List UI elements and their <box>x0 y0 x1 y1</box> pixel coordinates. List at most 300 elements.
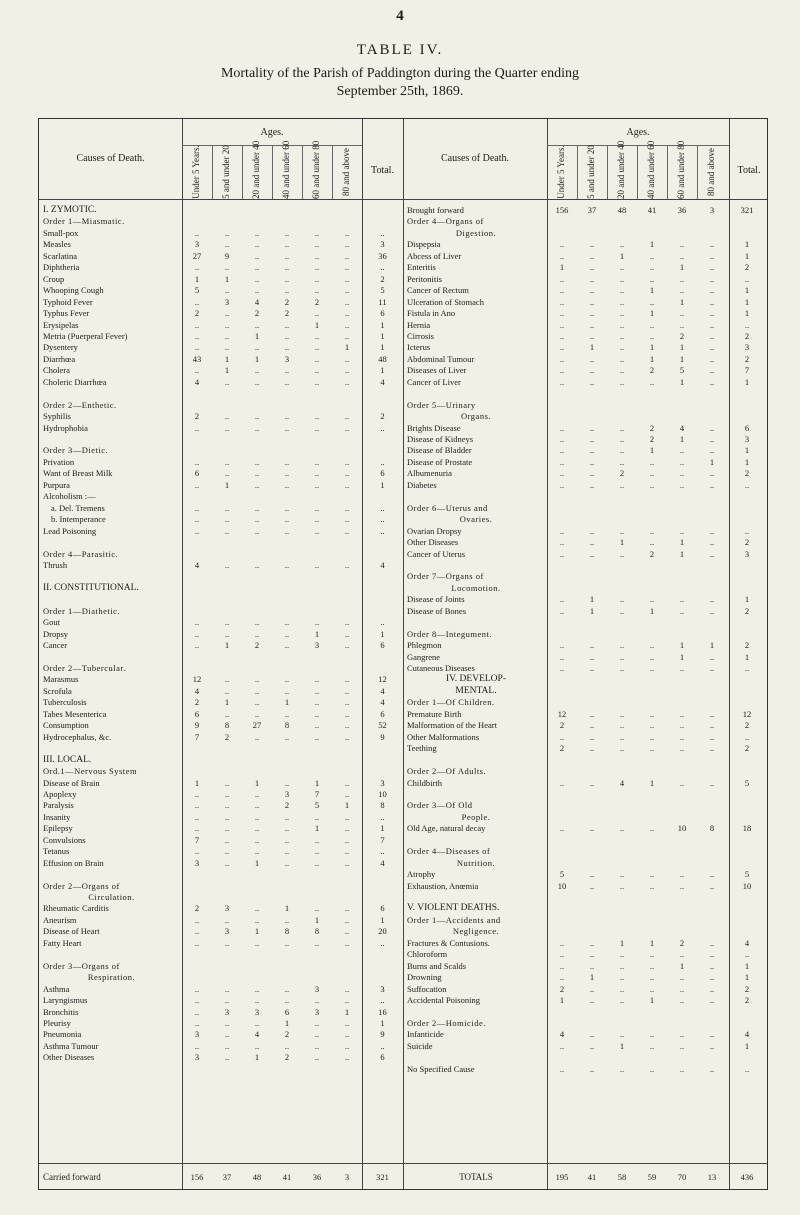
left-age-header-3: 40 and under 60 <box>281 140 291 199</box>
right-age-cell: .. <box>559 1063 565 1074</box>
left-cause-label: Erysipelas <box>43 319 79 330</box>
right-age-cell: .. <box>559 605 565 616</box>
left-age-cell: .. <box>344 628 350 639</box>
right-age-cell: .. <box>589 1063 595 1074</box>
left-age-cell: .. <box>314 731 320 742</box>
right-table-row <box>403 1029 769 1039</box>
right-cause-label: Order 1—Accidents and <box>407 914 501 925</box>
right-age-cell: .. <box>649 663 655 673</box>
right-total-cell: 4 <box>744 937 750 948</box>
right-age-cell: .. <box>559 640 565 651</box>
right-total-cell: 2 <box>744 262 750 273</box>
right-age-cell: 41 <box>647 205 657 215</box>
left-table-row <box>39 755 403 765</box>
left-age-cell: 1 <box>224 365 230 376</box>
right-cause-label: Disease of Prostate <box>407 456 473 467</box>
left-age-cell: .. <box>224 1052 230 1063</box>
left-footer-cell: 156 <box>190 1172 204 1182</box>
left-age-cell: .. <box>224 777 230 788</box>
left-age-cell: .. <box>314 308 320 319</box>
left-table-row <box>39 400 403 410</box>
left-total-cell: 6 <box>380 468 385 479</box>
left-age-cell: .. <box>194 983 200 994</box>
left-age-cell: .. <box>314 617 320 628</box>
left-cause-label: Lead Poisoning <box>43 525 97 536</box>
left-age-cell: 3 <box>194 239 200 250</box>
left-age-cell: 1 <box>254 857 260 868</box>
left-age-cell: .. <box>194 995 200 1006</box>
left-cause-label: Order 2—Enthetic. <box>43 399 117 410</box>
right-age-cell: .. <box>649 983 655 994</box>
right-age-cell: .. <box>649 720 655 731</box>
left-age-cell: 1 <box>314 823 320 834</box>
right-age-cell: .. <box>589 720 595 731</box>
right-age-cell: .. <box>649 250 655 261</box>
left-cause-label: Choleric Diarrhœa <box>43 376 107 387</box>
right-age-cell: .. <box>559 330 565 341</box>
left-age-cell: .. <box>344 514 350 525</box>
left-age-cell: .. <box>224 514 230 525</box>
left-table-row <box>39 594 403 604</box>
page-number: 4 <box>396 8 404 24</box>
left-age-cell: .. <box>224 285 230 296</box>
left-cause-label: Diphtheria <box>43 262 80 273</box>
left-age-cell: 3 <box>314 1006 320 1017</box>
right-cause-label: Cancer of Rectum <box>407 285 469 296</box>
left-age-cell: 2 <box>284 1029 290 1040</box>
right-table-row <box>403 514 769 524</box>
left-total-cell: 6 <box>380 1052 385 1063</box>
left-age-cell: .. <box>314 937 320 948</box>
left-table-row <box>39 995 403 1005</box>
left-total-cell: 4 <box>380 857 385 868</box>
left-total-cell: 9 <box>380 731 385 742</box>
left-age-cell: .. <box>254 708 260 719</box>
right-age-cell: .. <box>709 422 715 433</box>
left-age-cell: .. <box>284 365 290 376</box>
left-age-cell: .. <box>344 937 350 948</box>
left-age-cell: 1 <box>344 800 350 811</box>
left-age-cell: .. <box>254 937 260 948</box>
right-footer-label: TOTALS <box>459 1172 493 1182</box>
right-age-cell: .. <box>559 777 565 788</box>
right-total-cell: 1 <box>744 250 750 261</box>
left-age-cell: .. <box>194 628 200 639</box>
left-age-cell: 2 <box>314 296 320 307</box>
right-age-cell: .. <box>679 239 685 250</box>
left-age-cell: .. <box>344 308 350 319</box>
left-cause-label: Gout <box>43 617 60 628</box>
left-cause-label: Insanity <box>43 811 71 822</box>
right-age-cell: .. <box>589 949 595 960</box>
right-age-cell: .. <box>709 731 715 742</box>
left-table-row <box>39 766 403 776</box>
left-footer-cell: 48 <box>252 1172 262 1182</box>
right-age-cell: 1 <box>619 250 625 261</box>
right-age-cell: 1 <box>679 651 685 662</box>
right-age-cell: .. <box>679 1040 685 1051</box>
left-age-cell: .. <box>194 788 200 799</box>
right-age-cell: 1 <box>649 605 655 616</box>
right-cause-label: Order 4—Diseases of <box>407 846 491 857</box>
left-cause-label: Rheumatic Carditis <box>43 903 109 914</box>
right-total-cell: 1 <box>744 445 750 456</box>
right-cause-label: Order 7—Organs of <box>407 571 484 582</box>
left-age-cell: .. <box>314 685 320 696</box>
right-cause-label: Suffocation <box>407 983 447 994</box>
left-total-cell: 3 <box>380 983 385 994</box>
right-table-row <box>403 365 769 375</box>
left-age-cell: 1 <box>314 319 320 330</box>
right-age-cell: 2 <box>619 468 625 479</box>
left-table-row <box>39 320 403 330</box>
right-total-cell: .. <box>744 731 750 742</box>
right-footer-row <box>403 1172 769 1182</box>
left-cause-label: Measles <box>43 239 71 250</box>
right-age-cell: .. <box>619 1063 625 1074</box>
left-cause-label: Marasmus <box>43 674 79 685</box>
left-cause-label: Croup <box>43 273 65 284</box>
left-age-cell: 27 <box>192 250 202 261</box>
right-total-cell: .. <box>744 319 750 330</box>
left-table-row <box>39 285 403 295</box>
left-total-cell: 16 <box>378 1006 387 1017</box>
right-age-cell: .. <box>649 376 655 387</box>
left-age-cell: .. <box>194 1006 200 1017</box>
right-cause-label: Brought forward <box>407 205 464 215</box>
right-table-row <box>403 800 769 810</box>
right-table-row <box>403 205 769 215</box>
right-cause-label: Chloroform <box>407 949 448 960</box>
left-age-cell: 2 <box>254 640 260 651</box>
left-age-cell: .. <box>224 502 230 513</box>
left-cause-label: Scarlatina <box>43 250 77 261</box>
right-age-cell: .. <box>559 434 565 444</box>
left-age-cell: .. <box>254 628 260 639</box>
left-total-cell: .. <box>380 262 385 273</box>
left-age-cell: .. <box>254 811 260 822</box>
right-age-cell: .. <box>679 869 685 880</box>
right-cause-label: Other Diseases <box>407 537 459 548</box>
right-age-cell: .. <box>619 1029 625 1040</box>
left-cause-label: a. Del. Tremens <box>51 502 105 513</box>
left-table-row <box>39 583 403 593</box>
right-table-row <box>403 732 769 742</box>
left-cause-label: Thrush <box>43 559 68 570</box>
right-age-cell: .. <box>649 296 655 307</box>
left-age-cell: 1 <box>254 1052 260 1063</box>
left-age-cell: .. <box>224 330 230 341</box>
left-age-cell: 3 <box>314 640 320 651</box>
right-age-cell: .. <box>709 376 715 387</box>
causes-header-right: Causes of Death. <box>440 153 510 164</box>
right-table-row <box>403 984 769 994</box>
right-table-row <box>403 583 769 593</box>
right-age-cell: .. <box>589 353 595 364</box>
right-age-cell: .. <box>709 663 715 673</box>
left-total-cell: 1 <box>380 914 385 925</box>
left-age-cell: 4 <box>254 1029 260 1040</box>
left-age-cell: 1 <box>344 342 350 353</box>
right-age-cell: .. <box>649 1063 655 1074</box>
left-age-cell: .. <box>194 800 200 811</box>
left-age-cell: .. <box>344 834 350 845</box>
left-total-cell: .. <box>380 422 385 433</box>
right-table-row <box>403 961 769 971</box>
left-cause-label: Dysentery <box>43 342 78 353</box>
right-cause-label: Childbirth <box>407 777 442 788</box>
right-total-cell: 3 <box>744 342 750 353</box>
left-total-cell: 1 <box>380 319 385 330</box>
left-age-cell: .. <box>344 319 350 330</box>
right-table-row <box>403 411 769 421</box>
left-age-cell: .. <box>224 788 230 799</box>
left-age-cell: .. <box>224 319 230 330</box>
left-table-row <box>39 1052 403 1062</box>
left-age-cell: .. <box>344 285 350 296</box>
right-age-cell: .. <box>649 479 655 490</box>
left-cause-label: Diarrhœa <box>43 353 76 364</box>
left-age-cell: 2 <box>194 903 200 914</box>
right-age-cell: .. <box>649 651 655 662</box>
left-table-row <box>39 640 403 650</box>
left-age-cell: .. <box>194 479 200 490</box>
right-age-cell: .. <box>649 823 655 834</box>
right-age-cell: .. <box>679 273 685 284</box>
left-total-cell: 1 <box>380 823 385 834</box>
right-age-cell: .. <box>649 456 655 467</box>
left-age-cell: .. <box>344 365 350 376</box>
left-age-cell: 3 <box>224 903 230 914</box>
left-age-cell: .. <box>254 685 260 696</box>
left-cause-label: Whooping Cough <box>43 285 104 296</box>
footer-rule <box>39 1163 767 1164</box>
right-age-cell: .. <box>709 1029 715 1040</box>
right-age-cell: .. <box>619 663 625 673</box>
left-table-row <box>39 514 403 524</box>
left-age-cell: .. <box>254 250 260 261</box>
right-table-row <box>403 434 769 444</box>
left-cause-label: Cancer <box>43 640 68 651</box>
right-age-cell: 1 <box>619 537 625 548</box>
total-header-right: Total. <box>737 165 761 176</box>
ages-header-left: Ages. <box>260 127 284 138</box>
right-cause-label: Suicide <box>407 1040 433 1051</box>
left-age-cell: 5 <box>194 285 200 296</box>
left-cause-label: Alcoholism :— <box>43 491 96 502</box>
left-total-cell: .. <box>380 514 385 525</box>
left-table-row <box>39 606 403 616</box>
right-age-header-5: 80 and above <box>706 148 716 196</box>
right-table-row <box>403 526 769 536</box>
left-table-row <box>39 778 403 788</box>
right-age-cell: .. <box>619 479 625 490</box>
left-table-row <box>39 938 403 948</box>
right-table-row <box>403 1018 769 1028</box>
left-age-cell: 1 <box>314 628 320 639</box>
left-age-cell: .. <box>224 1040 230 1051</box>
left-footer-cell: 41 <box>282 1172 292 1182</box>
right-age-cell: 1 <box>679 640 685 651</box>
right-age-cell: .. <box>619 651 625 662</box>
left-age-cell: .. <box>224 628 230 639</box>
right-age-cell: .. <box>649 468 655 479</box>
right-cause-label: Disease of Bones <box>407 605 467 616</box>
right-age-cell: .. <box>679 777 685 788</box>
left-table-row <box>39 365 403 375</box>
left-cause-label: Order 3—Dietic. <box>43 445 109 456</box>
left-table-row <box>39 915 403 925</box>
left-table-row <box>39 892 403 902</box>
left-age-cell: .. <box>224 857 230 868</box>
left-age-cell: .. <box>314 903 320 914</box>
right-total-cell: 1 <box>744 239 750 250</box>
right-age-cell: 1 <box>649 937 655 948</box>
right-total-cell: 1 <box>744 1040 750 1051</box>
right-table-row <box>403 560 769 570</box>
left-age-cell: .. <box>344 422 350 433</box>
right-cause-label: Phlegmon <box>407 640 442 651</box>
left-total-cell: 52 <box>378 720 387 731</box>
right-table-row <box>403 720 769 730</box>
left-age-cell: .. <box>284 617 290 628</box>
left-total-cell: 6 <box>380 640 385 651</box>
right-cause-label: Exhaustion, Anœmia <box>407 880 479 891</box>
right-age-cell: .. <box>589 663 595 673</box>
right-table-row <box>403 812 769 822</box>
left-age-cell: .. <box>224 685 230 696</box>
right-age-cell: .. <box>679 445 685 456</box>
right-total-cell: 1 <box>744 972 750 983</box>
right-age-cell: .. <box>559 972 565 983</box>
right-age-cell: 12 <box>557 708 567 719</box>
right-footer-cell: 59 <box>647 1172 657 1182</box>
right-table-row <box>403 697 769 707</box>
right-table-row <box>403 594 769 604</box>
left-table-row <box>39 663 403 673</box>
right-age-cell: .. <box>679 983 685 994</box>
left-age-cell: .. <box>284 330 290 341</box>
right-cause-label: Disease of Kidneys <box>407 434 474 444</box>
left-age-cell: .. <box>344 262 350 273</box>
left-age-cell: .. <box>284 376 290 387</box>
right-table-row <box>403 617 769 627</box>
left-cause-label: Metria (Puerperal Fever) <box>43 330 128 341</box>
right-age-cell: 1 <box>589 342 595 353</box>
left-cause-label: Circulation. <box>88 892 135 902</box>
left-age-cell: .. <box>314 674 320 685</box>
left-age-cell: .. <box>314 239 320 250</box>
left-cause-label: III. LOCAL. <box>43 754 92 765</box>
right-age-cell: .. <box>559 308 565 319</box>
right-table-row <box>403 274 769 284</box>
left-table-row <box>39 835 403 845</box>
right-age-cell: 2 <box>679 330 685 341</box>
right-cause-label: Disease of Bladder <box>407 445 472 456</box>
right-cause-label: Order 3—Of Old <box>407 800 473 811</box>
right-cause-label: Icterus <box>407 342 431 353</box>
right-age-cell: .. <box>709 239 715 250</box>
left-age-cell: .. <box>224 708 230 719</box>
right-age-cell: .. <box>619 376 625 387</box>
left-age-cell: .. <box>344 1029 350 1040</box>
left-age-cell: .. <box>344 1052 350 1063</box>
left-age-cell: .. <box>254 456 260 467</box>
right-age-cell: .. <box>679 720 685 731</box>
right-cause-label: MENTAL. <box>455 685 497 696</box>
right-age-cell: .. <box>559 663 565 673</box>
right-table-row <box>403 1041 769 1051</box>
right-age-cell: .. <box>559 731 565 742</box>
left-age-cell: .. <box>254 800 260 811</box>
left-age-cell: .. <box>344 468 350 479</box>
left-cause-label: Epilepsy <box>43 823 73 834</box>
right-age-cell: .. <box>559 239 565 250</box>
left-age-cell: .. <box>194 914 200 925</box>
right-age-header-0: Under 5 Years. <box>556 145 566 199</box>
right-age-cell: 1 <box>679 960 685 971</box>
right-total-cell: 5 <box>744 777 750 788</box>
left-age-cell: 3 <box>254 1006 260 1017</box>
right-age-cell: 1 <box>589 972 595 983</box>
left-age-cell: .. <box>284 479 290 490</box>
left-age-cell: .. <box>344 914 350 925</box>
right-table-row <box>403 743 769 753</box>
left-age-cell: .. <box>314 995 320 1006</box>
left-age-cell: .. <box>314 1040 320 1051</box>
left-age-cell: .. <box>254 227 260 238</box>
left-age-cell: 7 <box>314 788 320 799</box>
left-age-cell: .. <box>314 227 320 238</box>
right-age-cell: .. <box>559 365 565 376</box>
right-age-cell: 4 <box>559 1029 565 1040</box>
left-age-cell: 43 <box>192 353 202 364</box>
left-table-row <box>39 1018 403 1028</box>
right-age-header-4: 60 and under 80 <box>676 140 686 199</box>
right-age-cell: .. <box>589 365 595 376</box>
left-age-cell: .. <box>344 330 350 341</box>
right-age-cell: .. <box>619 525 625 536</box>
left-age-cell: .. <box>224 559 230 570</box>
right-age-cell: .. <box>619 869 625 880</box>
left-cause-label: Aneurism <box>43 914 77 925</box>
header-rule <box>39 199 767 200</box>
left-age-cell: .. <box>194 514 200 525</box>
right-cause-label: Order 1—Of Children. <box>407 697 495 708</box>
left-age-cell: .. <box>194 502 200 513</box>
left-age-cell: .. <box>224 983 230 994</box>
right-age-cell: .. <box>619 640 625 651</box>
left-age-cell: 1 <box>314 777 320 788</box>
right-table-row <box>403 938 769 948</box>
left-age-cell: .. <box>284 777 290 788</box>
right-age-cell: 1 <box>619 1040 625 1051</box>
left-age-cell: .. <box>314 250 320 261</box>
left-total-cell: 2 <box>380 273 385 284</box>
right-age-cell: .. <box>679 743 685 754</box>
right-table-row <box>403 789 769 799</box>
left-age-cell: .. <box>194 1040 200 1051</box>
left-table-row <box>39 800 403 810</box>
right-total-cell: .. <box>744 1063 750 1074</box>
left-age-cell: 1 <box>224 697 230 708</box>
left-cause-label: Typhus Fever <box>43 308 90 319</box>
left-age-cell: .. <box>314 456 320 467</box>
right-age-cell: .. <box>619 548 625 559</box>
right-age-cell: 3 <box>709 205 715 215</box>
right-age-cell: .. <box>619 983 625 994</box>
left-age-cell: .. <box>254 502 260 513</box>
